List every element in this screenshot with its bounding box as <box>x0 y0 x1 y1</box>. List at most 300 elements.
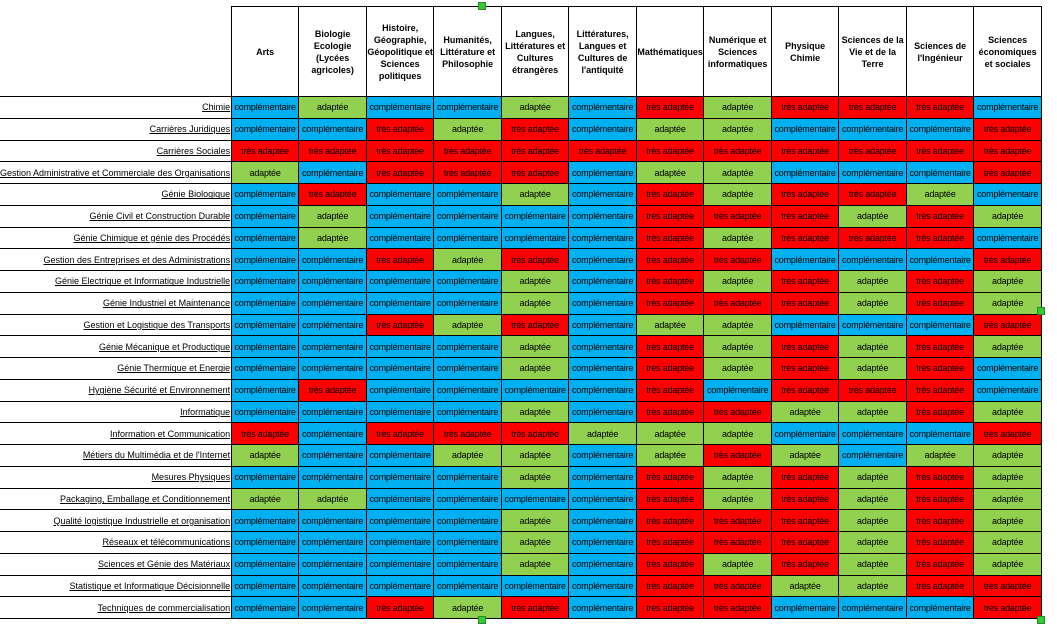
table-cell[interactable]: très adaptée <box>839 227 907 249</box>
table-cell[interactable]: très adaptée <box>367 314 434 336</box>
table-cell[interactable]: adaptée <box>704 227 772 249</box>
table-cell[interactable]: très adaptée <box>637 336 704 358</box>
table-cell[interactable]: complémentaire <box>232 97 299 119</box>
table-cell[interactable]: complémentaire <box>299 401 367 423</box>
table-cell[interactable]: complémentaire <box>569 336 637 358</box>
table-cell[interactable]: complémentaire <box>907 118 974 140</box>
row-label[interactable]: Packaging, Emballage et Conditionnement <box>0 488 232 510</box>
table-cell[interactable]: complémentaire <box>434 184 502 206</box>
table-cell[interactable]: très adaptée <box>299 379 367 401</box>
table-cell[interactable]: très adaptée <box>232 140 299 162</box>
table-cell[interactable]: adaptée <box>502 184 569 206</box>
table-cell[interactable]: complémentaire <box>569 292 637 314</box>
table-cell[interactable]: très adaptée <box>772 205 839 227</box>
table-cell[interactable]: très adaptée <box>839 184 907 206</box>
table-cell[interactable]: très adaptée <box>637 249 704 271</box>
table-cell[interactable]: très adaptée <box>907 553 974 575</box>
table-cell[interactable]: complémentaire <box>569 184 637 206</box>
table-cell[interactable]: très adaptée <box>637 532 704 554</box>
table-cell[interactable]: très adaptée <box>637 553 704 575</box>
table-cell[interactable]: adaptée <box>232 445 299 467</box>
table-cell[interactable]: très adaptée <box>232 423 299 445</box>
table-cell[interactable]: adaptée <box>974 553 1042 575</box>
table-cell[interactable]: adaptée <box>232 162 299 184</box>
table-cell[interactable]: complémentaire <box>299 423 367 445</box>
table-cell[interactable]: très adaptée <box>637 358 704 380</box>
table-cell[interactable]: adaptée <box>839 488 907 510</box>
table-cell[interactable]: complémentaire <box>232 401 299 423</box>
table-cell[interactable]: adaptée <box>502 292 569 314</box>
table-cell[interactable]: très adaptée <box>907 336 974 358</box>
table-cell[interactable]: complémentaire <box>232 184 299 206</box>
table-cell[interactable]: adaptée <box>974 271 1042 293</box>
table-cell[interactable]: complémentaire <box>299 314 367 336</box>
row-label[interactable]: Métiers du Multimédia et de l'Internet <box>0 445 232 467</box>
table-cell[interactable]: très adaptée <box>974 597 1042 619</box>
table-cell[interactable]: adaptée <box>839 532 907 554</box>
table-cell[interactable]: très adaptée <box>502 162 569 184</box>
table-cell[interactable]: très adaptée <box>839 140 907 162</box>
table-cell[interactable]: très adaptée <box>772 358 839 380</box>
table-cell[interactable]: très adaptée <box>907 358 974 380</box>
row-label[interactable]: Génie Mécanique et Productique <box>0 336 232 358</box>
table-cell[interactable]: complémentaire <box>569 466 637 488</box>
table-cell[interactable]: complémentaire <box>367 205 434 227</box>
table-cell[interactable]: complémentaire <box>367 466 434 488</box>
table-cell[interactable]: très adaptée <box>772 227 839 249</box>
table-cell[interactable]: très adaptée <box>704 401 772 423</box>
table-cell[interactable]: très adaptée <box>502 423 569 445</box>
row-label[interactable]: Génie Thermique et Energie <box>0 358 232 380</box>
table-cell[interactable]: très adaptée <box>974 140 1042 162</box>
table-cell[interactable]: complémentaire <box>434 205 502 227</box>
table-cell[interactable]: très adaptée <box>637 97 704 119</box>
table-cell[interactable]: complémentaire <box>299 162 367 184</box>
table-cell[interactable]: adaptée <box>569 423 637 445</box>
table-cell[interactable]: complémentaire <box>232 118 299 140</box>
row-label[interactable]: Sciences et Génie des Matériaux <box>0 553 232 575</box>
table-cell[interactable]: adaptée <box>974 510 1042 532</box>
table-cell[interactable]: très adaptée <box>772 379 839 401</box>
table-cell[interactable]: adaptée <box>434 249 502 271</box>
table-cell[interactable]: très adaptée <box>907 205 974 227</box>
table-cell[interactable]: très adaptée <box>772 97 839 119</box>
table-cell[interactable]: très adaptée <box>772 336 839 358</box>
table-cell[interactable]: adaptée <box>974 466 1042 488</box>
table-cell[interactable]: complémentaire <box>367 532 434 554</box>
table-cell[interactable]: complémentaire <box>569 358 637 380</box>
table-cell[interactable]: adaptée <box>434 118 502 140</box>
table-cell[interactable]: complémentaire <box>839 118 907 140</box>
table-cell[interactable]: complémentaire <box>974 227 1042 249</box>
row-label[interactable]: Chimie <box>0 97 232 119</box>
table-cell[interactable]: très adaptée <box>704 575 772 597</box>
table-cell[interactable]: très adaptée <box>637 271 704 293</box>
row-label[interactable]: Gestion des Entreprises et des Administrations <box>0 249 232 271</box>
table-cell[interactable]: très adaptée <box>367 140 434 162</box>
table-cell[interactable]: très adaptée <box>502 118 569 140</box>
table-cell[interactable]: adaptée <box>839 553 907 575</box>
table-cell[interactable]: très adaptée <box>637 227 704 249</box>
table-cell[interactable]: très adaptée <box>907 379 974 401</box>
table-cell[interactable]: complémentaire <box>907 597 974 619</box>
table-cell[interactable]: adaptée <box>502 510 569 532</box>
table-cell[interactable]: complémentaire <box>569 379 637 401</box>
table-cell[interactable]: complémentaire <box>907 423 974 445</box>
table-cell[interactable]: complémentaire <box>569 401 637 423</box>
table-cell[interactable]: complémentaire <box>434 488 502 510</box>
table-cell[interactable]: très adaptée <box>502 597 569 619</box>
table-cell[interactable]: très adaptée <box>907 488 974 510</box>
table-cell[interactable]: très adaptée <box>367 162 434 184</box>
selection-handle[interactable] <box>478 616 486 624</box>
table-cell[interactable]: complémentaire <box>569 205 637 227</box>
row-label[interactable]: Carrières Sociales <box>0 140 232 162</box>
table-cell[interactable]: adaptée <box>839 575 907 597</box>
row-label[interactable]: Réseaux et télécommunications <box>0 532 232 554</box>
table-cell[interactable]: adaptée <box>974 532 1042 554</box>
table-cell[interactable]: complémentaire <box>299 510 367 532</box>
table-cell[interactable]: adaptée <box>839 358 907 380</box>
table-cell[interactable]: très adaptée <box>434 140 502 162</box>
table-cell[interactable]: complémentaire <box>232 314 299 336</box>
table-cell[interactable]: très adaptée <box>974 575 1042 597</box>
table-cell[interactable]: très adaptée <box>704 445 772 467</box>
table-cell[interactable]: très adaptée <box>772 292 839 314</box>
table-cell[interactable]: adaptée <box>907 445 974 467</box>
table-cell[interactable]: très adaptée <box>367 249 434 271</box>
table-cell[interactable]: adaptée <box>974 488 1042 510</box>
table-cell[interactable]: adaptée <box>839 292 907 314</box>
table-cell[interactable]: adaptée <box>704 488 772 510</box>
table-cell[interactable]: adaptée <box>434 445 502 467</box>
table-cell[interactable]: complémentaire <box>299 466 367 488</box>
table-cell[interactable]: très adaptée <box>637 597 704 619</box>
table-cell[interactable]: complémentaire <box>839 249 907 271</box>
table-cell[interactable]: complémentaire <box>434 336 502 358</box>
table-cell[interactable]: très adaptée <box>772 466 839 488</box>
table-cell[interactable]: très adaptée <box>907 227 974 249</box>
table-cell[interactable]: complémentaire <box>772 249 839 271</box>
table-cell[interactable]: adaptée <box>974 205 1042 227</box>
row-label[interactable]: Carrières Juridiques <box>0 118 232 140</box>
table-cell[interactable]: très adaptée <box>704 597 772 619</box>
table-cell[interactable]: très adaptée <box>772 488 839 510</box>
table-cell[interactable]: complémentaire <box>569 97 637 119</box>
table-cell[interactable]: adaptée <box>704 314 772 336</box>
table-cell[interactable]: très adaptée <box>839 379 907 401</box>
table-cell[interactable]: adaptée <box>299 488 367 510</box>
table-cell[interactable]: très adaptée <box>637 510 704 532</box>
table-cell[interactable]: très adaptée <box>637 466 704 488</box>
table-cell[interactable]: adaptée <box>704 466 772 488</box>
row-label[interactable]: Gestion Administrative et Commerciale des Organisations <box>0 162 232 184</box>
table-cell[interactable]: complémentaire <box>569 227 637 249</box>
table-cell[interactable]: adaptée <box>772 575 839 597</box>
table-cell[interactable]: adaptée <box>704 358 772 380</box>
table-cell[interactable]: complémentaire <box>569 314 637 336</box>
table-cell[interactable]: adaptée <box>502 401 569 423</box>
table-cell[interactable]: adaptée <box>974 445 1042 467</box>
table-cell[interactable]: adaptée <box>772 445 839 467</box>
table-cell[interactable]: très adaptée <box>637 292 704 314</box>
row-label[interactable]: Génie Biologique <box>0 184 232 206</box>
row-label[interactable]: Génie Industriel et Maintenance <box>0 292 232 314</box>
table-cell[interactable]: très adaptée <box>637 184 704 206</box>
table-cell[interactable]: très adaptée <box>569 140 637 162</box>
table-cell[interactable]: complémentaire <box>907 249 974 271</box>
table-cell[interactable]: complémentaire <box>772 314 839 336</box>
table-cell[interactable]: très adaptée <box>434 423 502 445</box>
table-cell[interactable]: complémentaire <box>704 379 772 401</box>
table-cell[interactable]: complémentaire <box>569 162 637 184</box>
table-cell[interactable]: adaptée <box>772 401 839 423</box>
row-label[interactable]: Techniques de commercialisation <box>0 597 232 619</box>
table-cell[interactable]: complémentaire <box>569 445 637 467</box>
table-cell[interactable]: très adaptée <box>772 510 839 532</box>
table-cell[interactable]: complémentaire <box>434 466 502 488</box>
table-cell[interactable]: adaptée <box>502 532 569 554</box>
row-label[interactable]: Informatique <box>0 401 232 423</box>
table-cell[interactable]: très adaptée <box>772 271 839 293</box>
table-cell[interactable]: complémentaire <box>299 532 367 554</box>
table-cell[interactable]: complémentaire <box>772 597 839 619</box>
table-cell[interactable]: complémentaire <box>232 510 299 532</box>
table-cell[interactable]: très adaptée <box>907 271 974 293</box>
table-cell[interactable]: très adaptée <box>907 532 974 554</box>
table-cell[interactable]: complémentaire <box>907 162 974 184</box>
table-cell[interactable]: adaptée <box>839 401 907 423</box>
table-cell[interactable]: très adaptée <box>367 423 434 445</box>
table-cell[interactable]: adaptée <box>502 466 569 488</box>
table-cell[interactable]: adaptée <box>974 401 1042 423</box>
table-cell[interactable]: complémentaire <box>974 358 1042 380</box>
table-cell[interactable]: très adaptée <box>772 532 839 554</box>
table-cell[interactable]: complémentaire <box>502 205 569 227</box>
table-cell[interactable]: complémentaire <box>232 532 299 554</box>
table-cell[interactable]: complémentaire <box>299 597 367 619</box>
table-cell[interactable]: adaptée <box>502 358 569 380</box>
table-cell[interactable]: complémentaire <box>434 227 502 249</box>
table-cell[interactable]: adaptée <box>974 336 1042 358</box>
table-cell[interactable]: très adaptée <box>502 314 569 336</box>
table-cell[interactable]: complémentaire <box>299 292 367 314</box>
table-cell[interactable]: complémentaire <box>299 271 367 293</box>
table-cell[interactable]: adaptée <box>502 445 569 467</box>
table-cell[interactable]: complémentaire <box>367 401 434 423</box>
table-cell[interactable]: très adaptée <box>839 97 907 119</box>
table-cell[interactable]: très adaptée <box>704 249 772 271</box>
table-cell[interactable]: complémentaire <box>569 118 637 140</box>
table-cell[interactable]: complémentaire <box>974 184 1042 206</box>
table-cell[interactable]: complémentaire <box>502 488 569 510</box>
table-cell[interactable]: adaptée <box>299 205 367 227</box>
table-cell[interactable]: complémentaire <box>367 553 434 575</box>
table-cell[interactable]: très adaptée <box>502 249 569 271</box>
table-cell[interactable]: complémentaire <box>299 249 367 271</box>
table-cell[interactable]: très adaptée <box>502 140 569 162</box>
table-cell[interactable]: complémentaire <box>232 358 299 380</box>
table-cell[interactable]: complémentaire <box>232 379 299 401</box>
table-cell[interactable]: complémentaire <box>434 379 502 401</box>
table-cell[interactable]: complémentaire <box>502 227 569 249</box>
table-cell[interactable]: très adaptée <box>907 401 974 423</box>
table-cell[interactable]: très adaptée <box>299 184 367 206</box>
table-cell[interactable]: adaptée <box>502 271 569 293</box>
table-cell[interactable]: très adaptée <box>704 205 772 227</box>
table-cell[interactable]: complémentaire <box>367 292 434 314</box>
table-cell[interactable]: très adaptée <box>974 314 1042 336</box>
table-cell[interactable]: complémentaire <box>772 162 839 184</box>
table-cell[interactable]: adaptée <box>637 118 704 140</box>
table-cell[interactable]: complémentaire <box>839 445 907 467</box>
table-cell[interactable]: très adaptée <box>434 162 502 184</box>
table-cell[interactable]: adaptée <box>502 97 569 119</box>
table-cell[interactable]: adaptée <box>974 292 1042 314</box>
table-cell[interactable]: complémentaire <box>502 379 569 401</box>
table-cell[interactable]: très adaptée <box>907 466 974 488</box>
table-cell[interactable]: complémentaire <box>299 575 367 597</box>
table-cell[interactable]: très adaptée <box>367 597 434 619</box>
table-cell[interactable]: complémentaire <box>299 336 367 358</box>
table-cell[interactable]: très adaptée <box>907 575 974 597</box>
table-cell[interactable]: très adaptée <box>637 379 704 401</box>
table-cell[interactable]: très adaptée <box>974 162 1042 184</box>
table-cell[interactable]: très adaptée <box>907 292 974 314</box>
table-cell[interactable]: très adaptée <box>704 140 772 162</box>
row-label[interactable]: Hygiène Sécurité et Environnement <box>0 379 232 401</box>
table-cell[interactable]: complémentaire <box>299 445 367 467</box>
table-cell[interactable]: complémentaire <box>434 553 502 575</box>
table-cell[interactable]: complémentaire <box>367 336 434 358</box>
table-cell[interactable]: complémentaire <box>232 575 299 597</box>
row-label[interactable]: Mesures Physiques <box>0 466 232 488</box>
table-cell[interactable]: complémentaire <box>232 227 299 249</box>
table-cell[interactable]: complémentaire <box>772 423 839 445</box>
selection-handle[interactable] <box>1037 616 1045 624</box>
table-cell[interactable]: complémentaire <box>502 575 569 597</box>
table-cell[interactable]: complémentaire <box>232 336 299 358</box>
table-cell[interactable]: complémentaire <box>434 575 502 597</box>
table-cell[interactable]: complémentaire <box>232 205 299 227</box>
table-cell[interactable]: complémentaire <box>434 401 502 423</box>
row-label[interactable]: Génie Civil et Construction Durable <box>0 205 232 227</box>
table-cell[interactable]: adaptée <box>839 510 907 532</box>
table-cell[interactable]: adaptée <box>637 423 704 445</box>
table-cell[interactable]: complémentaire <box>232 249 299 271</box>
table-cell[interactable]: très adaptée <box>704 532 772 554</box>
table-cell[interactable]: complémentaire <box>434 532 502 554</box>
table-cell[interactable]: très adaptée <box>974 118 1042 140</box>
table-cell[interactable]: complémentaire <box>839 597 907 619</box>
row-label[interactable]: Génie Chimique et génie des Procédés <box>0 227 232 249</box>
row-label[interactable]: Statistique et Informatique Décisionnelle <box>0 575 232 597</box>
table-cell[interactable]: très adaptée <box>367 118 434 140</box>
table-cell[interactable]: complémentaire <box>367 445 434 467</box>
table-cell[interactable]: adaptée <box>704 271 772 293</box>
table-cell[interactable]: adaptée <box>839 466 907 488</box>
row-label[interactable]: Gestion et Logistique des Transports <box>0 314 232 336</box>
table-cell[interactable]: complémentaire <box>569 249 637 271</box>
table-cell[interactable]: complémentaire <box>434 510 502 532</box>
table-cell[interactable]: adaptée <box>502 336 569 358</box>
table-cell[interactable]: complémentaire <box>367 510 434 532</box>
table-cell[interactable]: complémentaire <box>569 597 637 619</box>
table-cell[interactable]: très adaptée <box>907 510 974 532</box>
table-cell[interactable]: très adaptée <box>907 97 974 119</box>
table-cell[interactable]: adaptée <box>434 597 502 619</box>
table-cell[interactable]: adaptée <box>637 162 704 184</box>
table-cell[interactable]: complémentaire <box>367 379 434 401</box>
table-cell[interactable]: complémentaire <box>367 227 434 249</box>
table-cell[interactable]: adaptée <box>704 118 772 140</box>
table-cell[interactable]: très adaptée <box>772 553 839 575</box>
table-cell[interactable]: complémentaire <box>367 488 434 510</box>
table-cell[interactable]: complémentaire <box>367 575 434 597</box>
table-cell[interactable]: complémentaire <box>367 358 434 380</box>
table-cell[interactable]: très adaptée <box>299 140 367 162</box>
table-cell[interactable]: adaptée <box>839 205 907 227</box>
table-cell[interactable]: adaptée <box>502 553 569 575</box>
table-cell[interactable]: complémentaire <box>907 314 974 336</box>
table-cell[interactable]: adaptée <box>704 336 772 358</box>
table-cell[interactable]: complémentaire <box>367 97 434 119</box>
row-label[interactable]: Information et Communication <box>0 423 232 445</box>
table-cell[interactable]: adaptée <box>704 97 772 119</box>
table-cell[interactable]: adaptée <box>704 423 772 445</box>
table-cell[interactable]: complémentaire <box>569 575 637 597</box>
table-cell[interactable]: adaptée <box>434 314 502 336</box>
table-cell[interactable]: adaptée <box>704 553 772 575</box>
table-cell[interactable]: complémentaire <box>367 271 434 293</box>
table-cell[interactable]: complémentaire <box>569 488 637 510</box>
table-cell[interactable]: très adaptée <box>704 292 772 314</box>
table-cell[interactable]: très adaptée <box>637 488 704 510</box>
table-cell[interactable]: complémentaire <box>232 466 299 488</box>
table-cell[interactable]: très adaptée <box>637 401 704 423</box>
row-label[interactable]: Génie Electrique et Informatique Industrielle <box>0 271 232 293</box>
table-cell[interactable]: adaptée <box>839 336 907 358</box>
table-cell[interactable]: très adaptée <box>772 140 839 162</box>
table-cell[interactable]: complémentaire <box>839 162 907 184</box>
table-cell[interactable]: très adaptée <box>704 510 772 532</box>
table-cell[interactable]: complémentaire <box>839 423 907 445</box>
row-label[interactable]: Qualité logistique Industrielle et organisation <box>0 510 232 532</box>
table-cell[interactable]: adaptée <box>637 445 704 467</box>
table-cell[interactable]: complémentaire <box>569 553 637 575</box>
table-cell[interactable]: très adaptée <box>637 575 704 597</box>
selection-handle[interactable] <box>478 2 486 10</box>
table-cell[interactable]: adaptée <box>637 314 704 336</box>
table-cell[interactable]: adaptée <box>704 184 772 206</box>
table-cell[interactable]: complémentaire <box>299 358 367 380</box>
table-cell[interactable]: complémentaire <box>434 97 502 119</box>
table-cell[interactable]: complémentaire <box>299 553 367 575</box>
table-cell[interactable]: complémentaire <box>434 292 502 314</box>
table-cell[interactable]: complémentaire <box>232 271 299 293</box>
table-cell[interactable]: adaptée <box>907 184 974 206</box>
table-cell[interactable]: très adaptée <box>637 205 704 227</box>
table-cell[interactable]: adaptée <box>839 271 907 293</box>
table-cell[interactable]: complémentaire <box>299 118 367 140</box>
table-cell[interactable]: complémentaire <box>569 271 637 293</box>
table-cell[interactable]: complémentaire <box>974 97 1042 119</box>
table-cell[interactable]: adaptée <box>704 162 772 184</box>
table-cell[interactable]: complémentaire <box>434 358 502 380</box>
table-cell[interactable]: complémentaire <box>232 292 299 314</box>
table-cell[interactable]: complémentaire <box>772 118 839 140</box>
table-cell[interactable]: très adaptée <box>974 423 1042 445</box>
